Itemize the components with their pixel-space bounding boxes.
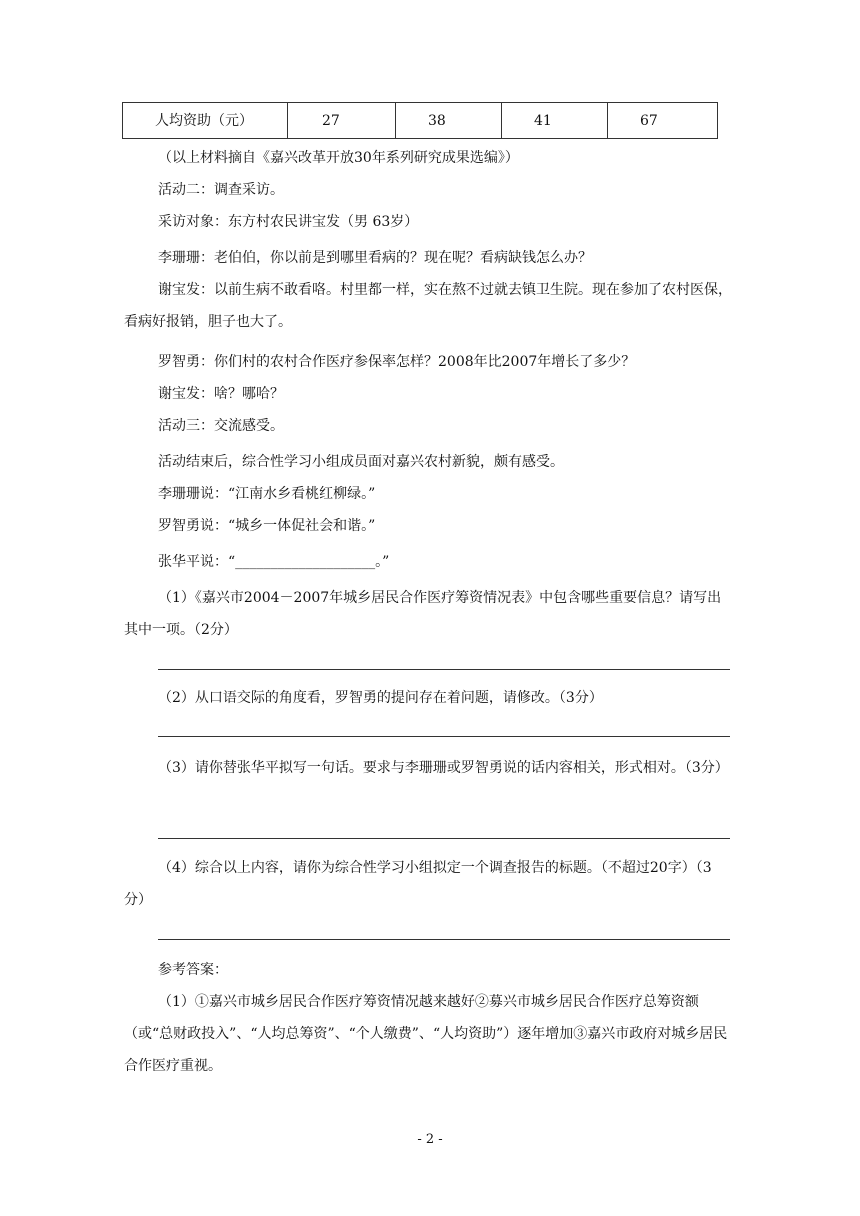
- activity-3-title: 活动三：交流感受。: [158, 418, 284, 434]
- page-number: - 2 -: [417, 1132, 443, 1147]
- activity-2-title: 活动二：调查采访。: [158, 182, 284, 198]
- answer-line[interactable]: [158, 838, 730, 839]
- answer-line[interactable]: [158, 939, 730, 940]
- value-2005: 38: [396, 103, 502, 138]
- value-2006: 41: [502, 103, 608, 138]
- answer-line[interactable]: [158, 669, 730, 670]
- answer-heading: 参考答案：: [158, 962, 228, 978]
- dialog-line: 罗智勇：你们村的农村合作医疗参保率怎样？2008年比2007年增长了多少？: [158, 354, 636, 370]
- answer-1: （1）①嘉兴市城乡居民合作医疗筹资情况越来越好②募兴市城乡居民合作医疗总筹资额（或“总财政投入”、“人均总筹资”、“个人缴费”、“人均资助”）逐年增加③嘉兴市政府对城乡居民合作医疗重视。: [124, 994, 728, 1074]
- quote-line: 罗智勇说：“城乡一体促社会和谐。”: [158, 518, 376, 534]
- dialog-line: 谢宝发：啥？哪哈？: [158, 386, 284, 402]
- question-4: （4）综合以上内容，请你为综合性学习小组拟定一个调查报告的标题。（不超过20字）（3分）: [124, 860, 712, 908]
- question-3: （3）请你替张华平拟写一句话。要求与李珊珊或罗智勇说的话内容相关，形式相对。（3分）: [158, 760, 729, 776]
- funding-table-row: [122, 102, 718, 139]
- source-note: （以上材料摘自《嘉兴改革开放30年系列研究成果选编》）: [158, 150, 519, 166]
- value-2004: 27: [288, 103, 396, 138]
- answer-line[interactable]: [158, 736, 730, 737]
- question-2: （2）从口语交际的角度看，罗智勇的提问存在着问题，请修改。（3分）: [158, 690, 603, 706]
- activity-3-desc: 活动结束后，综合性学习小组成员面对嘉兴农村新貌，颇有感受。: [158, 454, 564, 470]
- interviewee: 采访对象：东方村农民讲宝发（男 63岁）: [158, 214, 419, 230]
- dialog-line: 李珊珊：老伯伯，你以前是到哪里看病的？现在呢？看病缺钱怎么办？: [158, 250, 592, 266]
- row-label: 人均资助（元）: [123, 103, 288, 138]
- value-2007: 67: [640, 113, 658, 129]
- quote-line: 张华平说：“____________________。”: [158, 554, 390, 570]
- quote-line: 李珊珊说：“江南水乡看桃红柳绿。”: [158, 486, 376, 502]
- dialog-line: 谢宝发：以前生病不敢看咯。村里都一样，实在熬不过就去镇卫生院。现在参加了农村医保，看病好报销，胆子也大了。: [124, 282, 732, 330]
- question-1: （1）《嘉兴市2004－2007年城乡居民合作医疗筹资情况表》中包含哪些重要信息？请写出其中一项。（2分）: [124, 590, 722, 638]
